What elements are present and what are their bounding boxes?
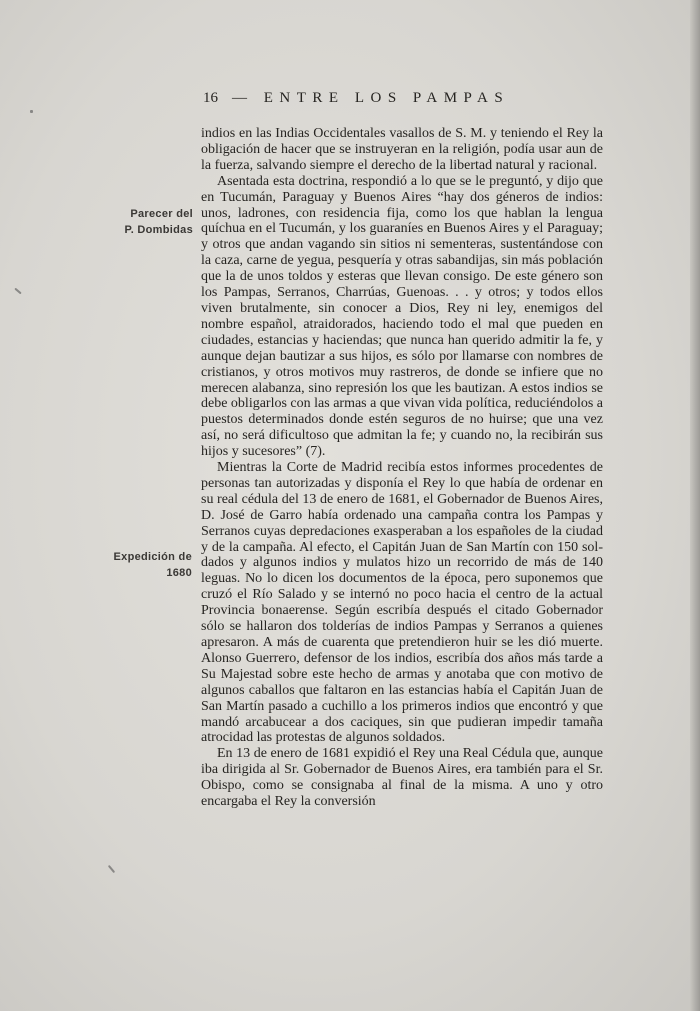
- paragraph: En 13 de enero de 1681 expidió el Rey una Real Cédula que, aunque iba dirigida al Sr. Gobernador de Buenos Aires, era también para el Sr. Obispo, como se consignaba al final de la misma. A uno y otro encargaba el Rey la conversión: [201, 746, 603, 810]
- paragraph: indios en las Indias Occidentales vasallos de S. M. y teniendo el Rey la obligación de hacer que se instruyeran en la religión, podía usar aun de la fuerza, salvando siempre el derecho de la libertad natural y racional.: [201, 126, 603, 173]
- paragraph: Mientras la Corte de Madrid recibía estos informes procedentes de personas tan autorizadas y disponía el Rey lo que había de ordenar en su real cédula del 13 de enero de 1681, el Gobernador de Buenos Aires, D. José de Garro había ordenado una campaña contra los Pampas y Serranos cuyas depredaciones exasperaban a los españoles de la ciudad y de la campaña. Al efecto, el Capitán Juan de San Martín con 150 soldados y algunos indios y mulatos hizo un recorrido de más de 140 leguas. No lo dicen los documentos de la época, pero suponemos que cruzó el Río Salado y se internó no poco hacia el centro de la actual Provincia bonaerense. Según escribía después el citado Gobernador sólo se hallaron dos tolderías de indios Pampas y Serranos a quienes apresaron. A más de cuarenta que pretendieron huir se les dió muerte. Alonso Guerrero, defensor de los indios, escribía dos años más tarde a Su Majestad sobre este hecho de armas y anotaba que con motivo de algunos caballos que faltaron en las estancias había el Capitán Juan de San Martín pasado a cuchillo a los primeros indios que encontró y que mandó arcabucear a dos caciques, sin que pudieran impedir tamaña atrocidad las protestas de algunos soldados.: [201, 460, 603, 746]
- margin-note-expedicion: [90, 549, 192, 581]
- page-edge: [690, 0, 700, 1011]
- body-text: [201, 126, 603, 810]
- margin-note-line: Expedición de: [113, 551, 192, 563]
- margin-note-parecer: [95, 206, 193, 238]
- margin-note-line: P. Dombidas: [124, 224, 193, 236]
- page-number: 16: [203, 90, 218, 106]
- running-title: — ENTRE LOS PAMPAS: [232, 90, 510, 106]
- margin-note-line: Parecer del: [130, 208, 193, 220]
- margin-note-line: 1680: [166, 567, 192, 579]
- paragraph: Asentada esta doctrina, respondió a lo que se le preguntó, y dijo que en Tucumán, Paraguay y Buenos Aires “hay dos géneros de indios: unos, ladrones, con residencia fija, como los que hablan la lengua quíchua en el Tucumán, y los guaraníes en Buenos Aires y el Paraguay; y otros que andan vagando sin sitios ni sementeras, sustentándose con la caza, carne de yegua, pesquería y otras sabandijas, sin más población que la de unos toldos y esteras que llevan consigo. De este género son los Pampas, Serranos, Charrúas, Guenoas. . . y otros; y todos ellos viven brutalmente, sin conocer a Dios, Rey ni ley, enemigos del nombre español, atraidorados, haciendo todo el mal que pueden en ciudades, estancias y haciendas; que nunca han querido admitir la fe, y aunque dejan bautizar a sus hijos, es sólo por llamarse con nombres de cristianos, y otros motivos muy rastreros, de donde se infiere que no merecen alabanza, sino represión los que les bautizan. A estos indios se debe obligarlos con las armas a que vivan vida política, reduciéndolos a puestos determinados donde estén seguros de no huirse; que una vez así, no será dificultoso que admitan la fe; y cuando no, la recibirán sus hijos y sucesores” (7).: [201, 173, 603, 460]
- scan-mark: [30, 110, 33, 113]
- running-header: [203, 90, 613, 107]
